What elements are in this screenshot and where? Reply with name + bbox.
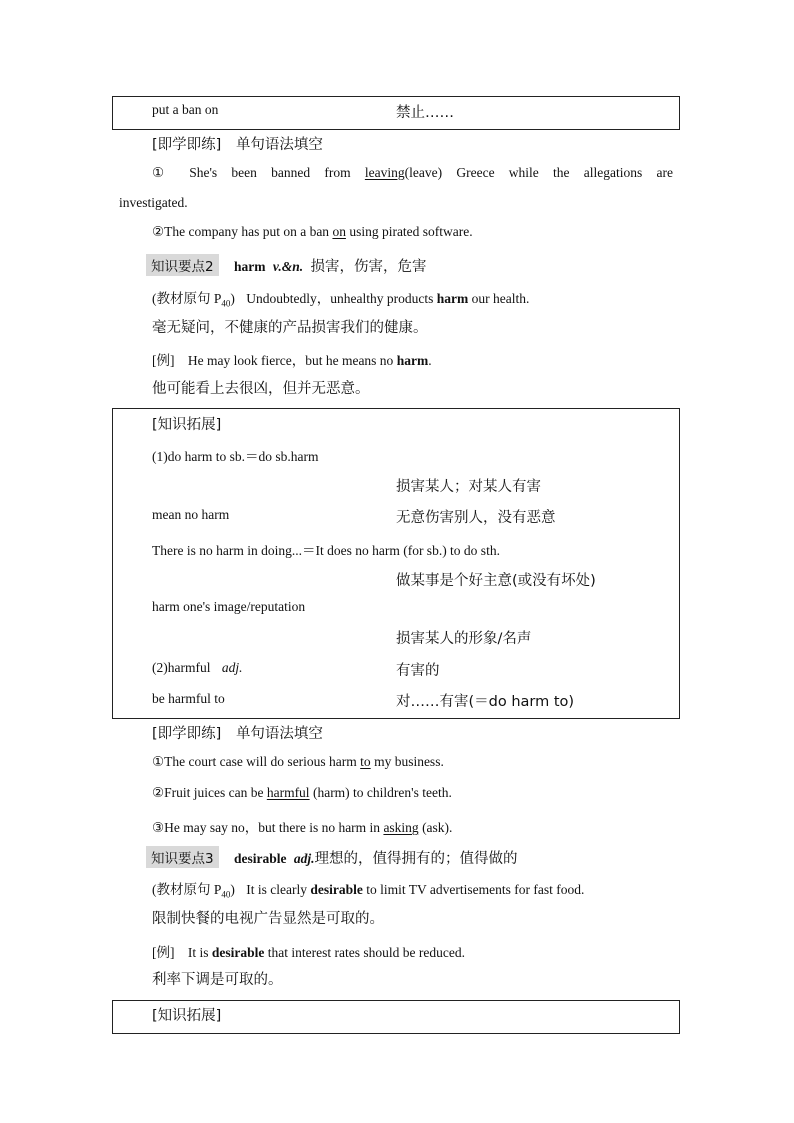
q1-prefix: ①The court case will do serious harm [152, 754, 357, 769]
harmful-pos: adj. [221, 660, 243, 675]
q3-prefix: ③He may say no，but there is no harm in [152, 820, 381, 835]
practice1-q2 [152, 224, 473, 240]
extension-line-1-cn: 损害某人；对某人有害 [396, 479, 541, 495]
source-label: (教材原句 P [152, 882, 222, 897]
extension-line-2-cn: 无意伤害别人，没有恶意 [396, 510, 556, 526]
extension-line-4: harm one's image/reputation [152, 599, 306, 614]
example-text-b: that interest rates should be reduced. [267, 945, 465, 960]
q3-rest: (ask). [422, 820, 453, 835]
practice1-q1 [152, 165, 673, 181]
phrase-en: put a ban on [152, 102, 219, 117]
practice-bracket: [即学即练] [152, 137, 222, 153]
source-text-a: Undoubtedly，unhealthy products [246, 291, 434, 306]
source-sentence-3 [152, 878, 584, 900]
example-2 [152, 349, 432, 369]
practice2-q1 [152, 754, 444, 770]
knowledge-point-badge: 知识要点3 [146, 846, 219, 868]
q1-answer: to [360, 754, 371, 769]
keyword: desirable [233, 851, 287, 866]
source-keyword: harm [436, 291, 469, 306]
phrase-cn: 禁止…… [396, 105, 454, 121]
example-label: [例] [152, 945, 175, 960]
part-of-speech: adj. [293, 851, 315, 866]
phrase-box-ban [112, 96, 680, 130]
harmful-word: (2)harmful [152, 660, 211, 675]
q1-rest: my business. [374, 754, 444, 769]
extension-title: [知识拓展] [152, 417, 222, 433]
q2-answer: harmful [266, 785, 310, 800]
knowledge-extension-box-harm [112, 408, 680, 719]
example-3 [152, 941, 465, 961]
practice-title: 单句语法填空 [235, 137, 323, 153]
example-translation-2: 他可能看上去很凶，但并无恶意。 [152, 381, 370, 397]
q2-rest: using pirated software. [349, 224, 473, 239]
extension-line-4-cn: 损害某人的形象/名声 [396, 631, 532, 647]
extension-line-6: be harmful to [152, 691, 225, 706]
knowledge-point-3-header [146, 846, 517, 868]
knowledge-point-badge: 知识要点2 [146, 254, 219, 276]
example-translation-3: 利率下调是可取的。 [152, 972, 283, 988]
source-text-b: to limit TV advertisements for fast food. [366, 882, 585, 897]
example-label: [例] [152, 353, 175, 368]
example-text-a: It is [187, 945, 209, 960]
q1-rest: Greece while the allegations are [456, 165, 673, 180]
practice-heading-2 [152, 722, 323, 743]
q2-answer: on [332, 224, 346, 239]
extension-line-5-cn: 有害的 [396, 663, 440, 679]
practice-bracket: [即学即练] [152, 726, 222, 742]
source-close: ) [230, 882, 235, 897]
source-page: 40 [221, 298, 231, 309]
q1-prefix: ① She's been banned from [152, 165, 351, 180]
keyword-meaning: 损害，伤害，危害 [310, 259, 427, 275]
source-text-b: our health. [471, 291, 530, 306]
keyword: harm [233, 259, 266, 274]
extension-line-2: mean no harm [152, 507, 230, 522]
extension-line-5 [152, 660, 243, 676]
example-text-b: . [428, 353, 432, 368]
example-keyword: desirable [211, 945, 265, 960]
practice-title: 单句语法填空 [235, 726, 323, 742]
source-translation-3: 限制快餐的电视广告显然是可取的。 [152, 911, 384, 927]
q2-rest: (harm) to children's teeth. [312, 785, 452, 800]
source-text-a: It is clearly [246, 882, 307, 897]
practice1-q1-line2: investigated. [119, 195, 188, 210]
extension-title: [知识拓展] [152, 1008, 222, 1024]
example-keyword: harm [396, 353, 429, 368]
keyword-meaning: 理想的，值得拥有的；值得做的 [314, 851, 518, 867]
extension-line-3-cn: 做某事是个好主意(或没有坏处) [396, 573, 596, 589]
practice-heading-1 [152, 133, 323, 154]
source-sentence-2 [152, 287, 529, 309]
source-translation-2: 毫无疑问，不健康的产品损害我们的健康。 [152, 320, 428, 336]
practice2-q3 [152, 816, 452, 836]
practice2-q2 [152, 785, 452, 801]
q1-hint: (leave) [404, 165, 443, 180]
source-close: ) [230, 291, 235, 306]
source-page: 40 [221, 889, 231, 900]
knowledge-point-2-header [146, 254, 426, 276]
extension-line-1: (1)do harm to sb.＝do sb.harm [152, 449, 319, 464]
q2-prefix: ②Fruit juices can be [152, 785, 264, 800]
source-label: (教材原句 P [152, 291, 222, 306]
extension-line-3: There is no harm in doing...＝It does no harm (for sb.) to do sth. [152, 543, 500, 558]
q1-answer: leaving [364, 165, 405, 180]
extension-line-6-cn: 对……有害(＝do harm to) [396, 694, 575, 710]
example-text-a: He may look fierce，but he means no [187, 353, 394, 368]
knowledge-extension-box-desirable [112, 1000, 680, 1034]
source-keyword: desirable [310, 882, 363, 897]
q3-answer: asking [383, 820, 419, 835]
part-of-speech: v.&n. [272, 259, 304, 274]
q2-prefix: ②The company has put on a ban [152, 224, 330, 239]
